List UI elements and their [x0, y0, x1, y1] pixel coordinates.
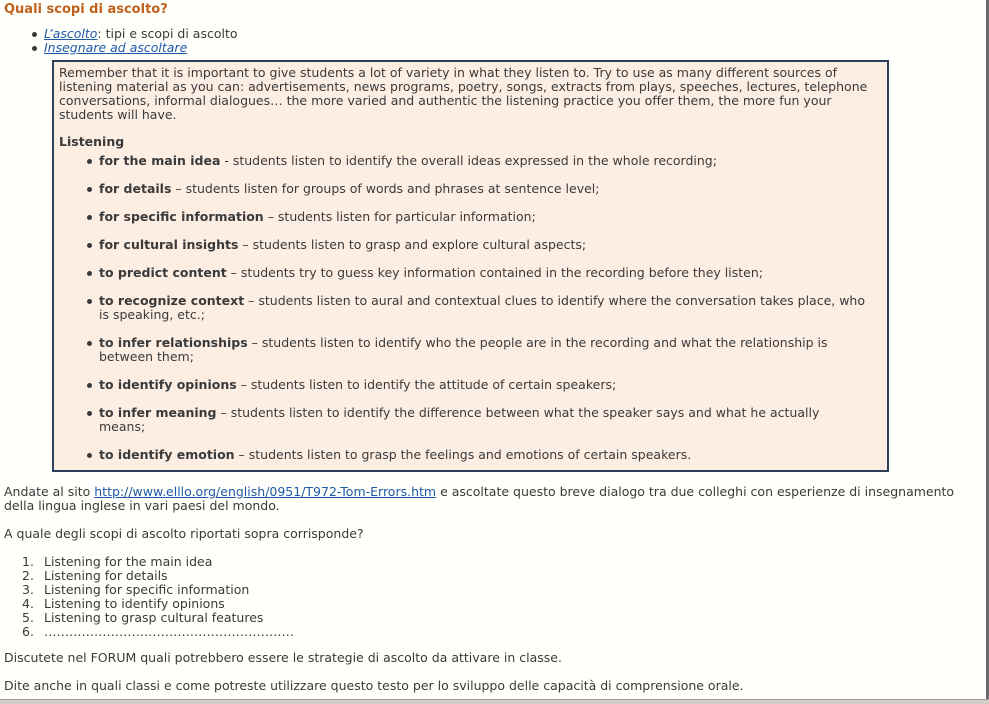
purpose-desc: – students listen to grasp and explore cultural aspects;: [238, 237, 587, 252]
list-item: [44, 41, 979, 55]
list-item: [99, 154, 869, 168]
list-item: [99, 448, 869, 462]
purpose-desc: – students listen to identify the difference between what the speaker says and what he actually means;: [99, 405, 820, 434]
list-item: [22, 582, 979, 597]
site-instruction: [4, 485, 979, 513]
closing-instruction: Dite anche in quali classi e come potreste utilizzare questo testo per lo sviluppo delle capacità di comprensione orale.: [4, 678, 744, 693]
list-item: [99, 378, 869, 392]
window-border-bottom: [0, 699, 989, 704]
option-text: Listening to grasp cultural features: [44, 610, 264, 625]
resource-links: [4, 27, 979, 55]
purpose-term: to identify opinions: [99, 377, 237, 392]
list-item: [99, 294, 869, 322]
list-item: [99, 336, 869, 364]
page-title: Quali scopi di ascolto?: [4, 2, 168, 17]
forum-instruction: Discutete nel FORUM quali potrebbero essere le strategie di ascolto da attivare in classe.: [4, 650, 562, 665]
option-text: Listening to identify opinions: [44, 596, 225, 611]
box-intro: Remember that it is important to give students a lot of variety in what they listen to. Try to use as many different sources of listening material as you can: advertisements, news programs, poetry, songs, extracts from plays, speeches, lectures, telephone conversations, informal dialogues… the more varied and authentic the listening practice you offer them, the more fun your students will have.: [59, 65, 868, 122]
purpose-term: to recognize context: [99, 293, 245, 308]
list-item: [99, 406, 869, 434]
link-description: : tipi e scopi di ascolto: [97, 26, 238, 41]
purpose-desc: – students listen for particular information;: [263, 209, 536, 224]
option-number: 6.: [22, 624, 34, 639]
list-item: [99, 210, 869, 224]
page-content: [4, 0, 979, 693]
list-item: [22, 610, 979, 625]
purpose-term: to identify emotion: [99, 447, 235, 462]
purpose-desc: – students listen for groups of words and phrases at sentence level;: [171, 181, 600, 196]
option-number: 5.: [22, 610, 34, 625]
purpose-desc: - students listen to identify the overall ideas expressed in the whole recording;: [220, 153, 717, 168]
purpose-desc: – students listen to grasp the feelings and emotions of certain speakers.: [234, 447, 692, 462]
option-number: 1.: [22, 554, 34, 569]
purpose-desc: – students listen to identify the attitude of certain speakers;: [236, 377, 617, 392]
purpose-desc: – students listen to aural and contextual clues to identify where the conversation takes place, who is speaking, etc.;: [99, 293, 866, 322]
purpose-term: to predict content: [99, 265, 227, 280]
list-item: [99, 238, 869, 252]
link-insegnare-ad-ascoltare[interactable]: Insegnare ad ascoltare: [44, 40, 188, 55]
purpose-term: for details: [99, 181, 172, 196]
option-text: Listening for the main idea: [44, 554, 213, 569]
instruction-text: Andate al sito: [4, 484, 95, 499]
purpose-term: to infer relationships: [99, 335, 248, 350]
list-item: [44, 27, 979, 41]
purpose-term: for specific information: [99, 209, 264, 224]
listening-purposes-list: [59, 154, 869, 462]
question-text: A quale degli scopi di ascolto riportati sopra corrisponde?: [4, 526, 364, 541]
assignment-section: [4, 485, 979, 693]
list-item: [22, 554, 979, 569]
list-item: [22, 596, 979, 611]
option-text: Listening for specific information: [44, 582, 250, 597]
list-item: [22, 568, 979, 583]
list-item: [99, 266, 869, 280]
option-number: 3.: [22, 582, 34, 597]
listening-heading: Listening: [59, 134, 125, 149]
option-text: ……………………………………………………: [44, 624, 294, 639]
option-number: 4.: [22, 596, 34, 611]
instruction-text: e ascoltate questo breve dialogo tra due colleghi con esperienze di insegnamento della lingua inglese in vari paesi del mondo.: [4, 484, 955, 513]
purpose-desc: – students listen to identify who the people are in the recording and what the relationship is between them;: [99, 335, 828, 364]
purpose-term: for cultural insights: [99, 237, 239, 252]
purpose-term: for the main idea: [99, 153, 221, 168]
elllo-link[interactable]: http://www.elllo.org/english/0951/T972-Tom-Errors.htm: [94, 484, 437, 499]
option-text: Listening for details: [44, 568, 168, 583]
purpose-term: to infer meaning: [99, 405, 217, 420]
purpose-desc: – students try to guess key information contained in the recording before they listen;: [226, 265, 763, 280]
option-number: 2.: [22, 568, 34, 583]
link-lascolto[interactable]: L’ascolto: [44, 26, 98, 41]
answer-options: [4, 555, 979, 639]
listening-info-box: [52, 60, 889, 472]
list-item: [22, 624, 979, 639]
list-item: [99, 182, 869, 196]
